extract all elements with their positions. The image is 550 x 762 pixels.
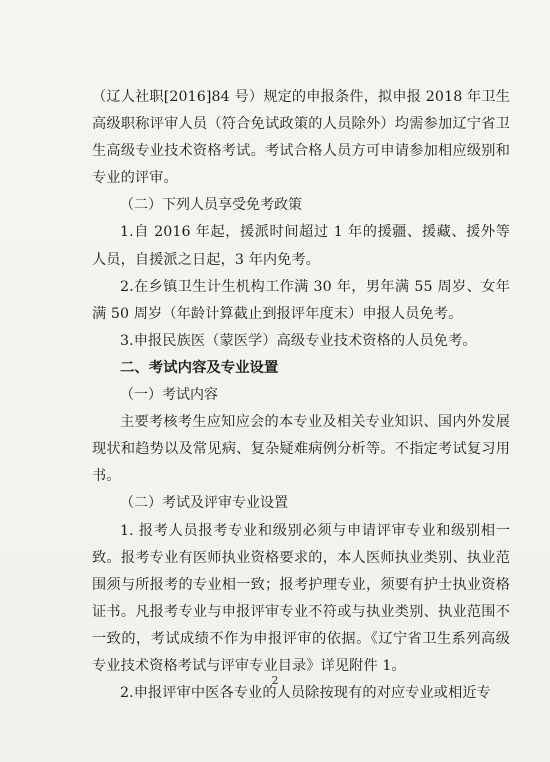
specialty-item-1: 1. 报考人员报考专业和级别必须与申请评审专业和级别相一致。报考专业有医师执业资格要求的，本人医师执业类别、执业范围须与所报考的专业相一致；报考护理专业，须要有护士执业资格证书。凡报考专业与申报评审专业不符或与执业类别、执业范围不一致的，考试成绩不作为申报评审的依据。《辽宁省卫生系列高级专业技术资格考试与评审专业目录》详见附件 1。 (92, 522, 510, 674)
paragraph-exam-content: 主要考核考生应知应会的本专业及相关专业知识、国内外发展现状和趋势以及常见病、复杂疑难病例分析等。不指定考试复习用书。 (92, 414, 510, 485)
document-body (92, 84, 510, 707)
exemption-item-3: 3.申报民族医（蒙医学）高级专业技术资格的人员免考。 (120, 332, 477, 349)
subsection-heading-exemption: （二）下列人员享受免考政策 (120, 197, 302, 214)
page-number: 2 (271, 674, 279, 687)
exemption-item-1: 1.自 2016 年起，援派时间超过 1 年的援疆、援藏、援外等人员，自援派之日起，3 年内免考。 (92, 224, 510, 268)
paragraph-continuation: （辽人社职[2016]84 号）规定的申报条件，拟申报 2018 年卫生高级职称评审人员（符合免试政策的人员除外）均需参加辽宁省卫生高级专业技术资格考试。考试合格人员方可申请参加相应级别和专业的评审。 (92, 89, 510, 187)
subsection-heading-exam-content: （一）考试内容 (120, 387, 218, 404)
specialty-item-2: 2.申报评审中医各专业的人员除按现有的对应专业或相近专 (120, 685, 491, 702)
subsection-heading-specialty: （二）考试及评审专业设置 (120, 495, 288, 512)
exemption-item-2: 2.在乡镇卫生计生机构工作满 30 年，男年满 55 周岁、女年满 50 周岁（年龄计算截止到报评年度末）申报人员免考。 (92, 278, 510, 322)
section-heading-exam-content: 二、考试内容及专业设置 (120, 359, 279, 376)
